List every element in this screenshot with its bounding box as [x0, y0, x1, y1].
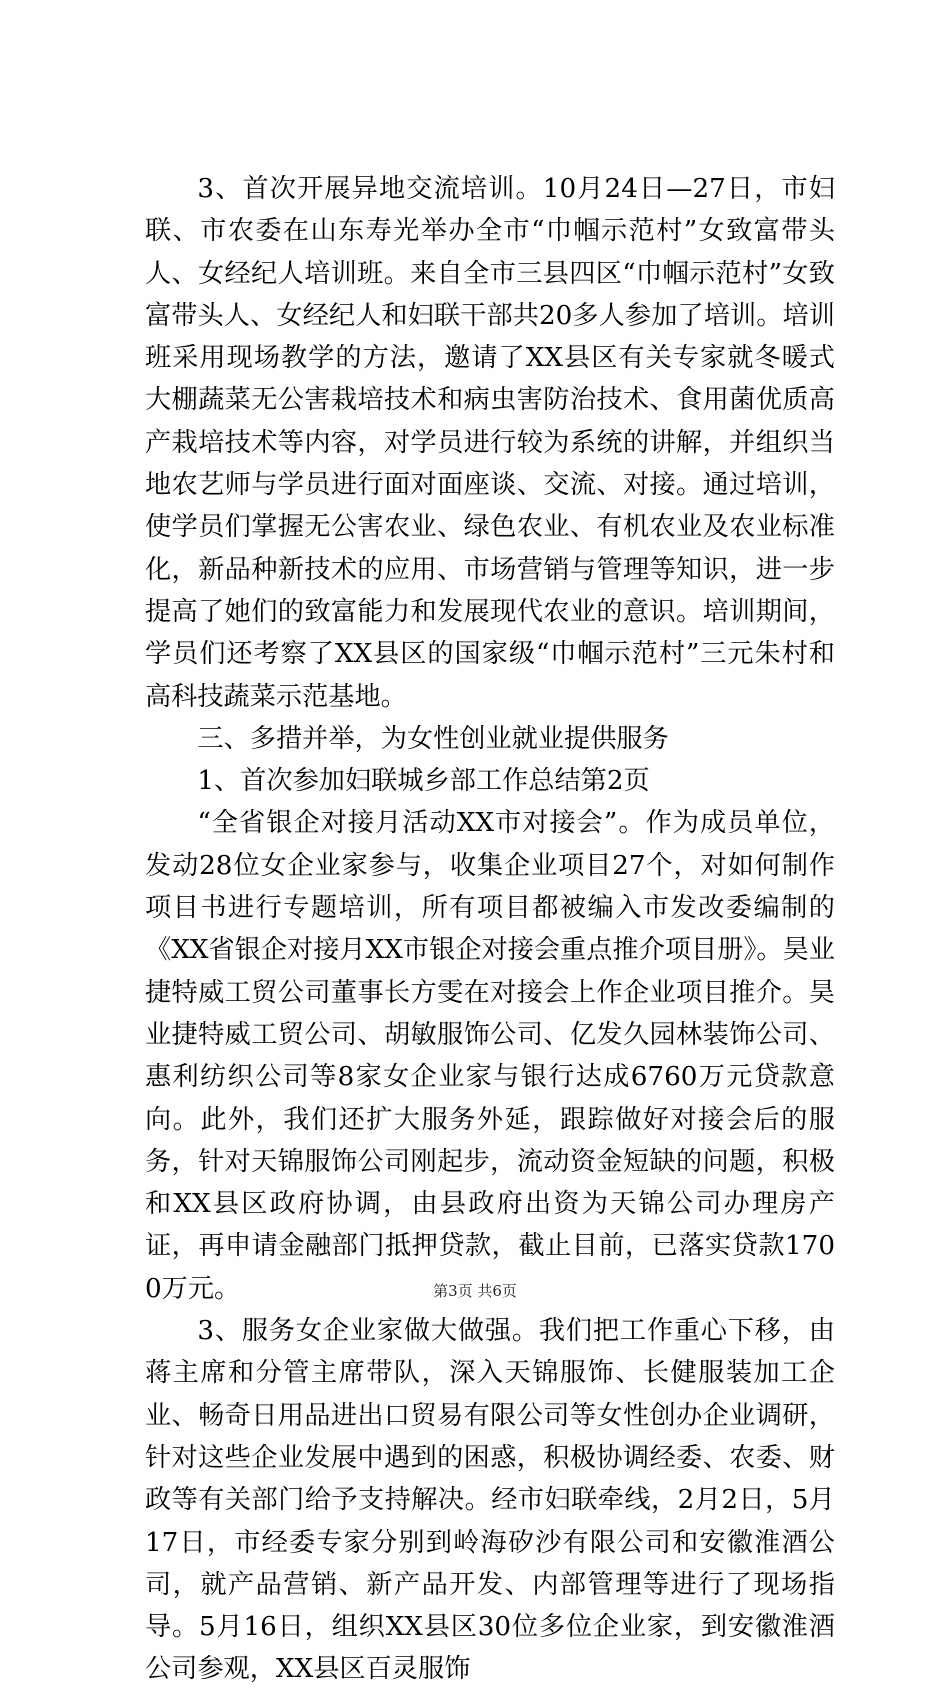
paragraph-item-1-heading: 1、首次参加妇联城乡部工作总结第2页: [197, 766, 650, 797]
document-body: [145, 168, 835, 1691]
paragraph-training: 3、首次开展异地交流培训。10月24日—27日，市妇联、市农委在山东寿光举办全市“巾帼示范村”女致富带头人、女经纪人培训班。来自全市三县四区“巾帼示范村”女致富带头人、女经纪人和妇联干部共20多人参加了培训。培训班采用现场教学的方法，邀请了XX县区有关专家就冬暖式大棚蔬菜无公害栽培技术和病虫害防治技术、食用菌优质高产栽培技术等内容，对学员进行较为系统的讲解，并组织当地农艺师与学员进行面对面座谈、交流、对接。通过培训，使学员们掌握无公害农业、绿色农业、有机农业及农业标准化，新品种新技术的应用、市场营销与管理等知识，进一步提高了她们的致富能力和发展现代农业的意识。培训期间，学员们还考察了XX县区的国家级“巾帼示范村”三元朱村和高科技蔬菜示范基地。: [145, 174, 835, 712]
page-number-footer: 第3页 共6页: [433, 1282, 517, 1300]
paragraph-service-entrepreneurs: 3、服务女企业家做大做强。我们把工作重心下移，由蒋主席和分管主席带队，深入天锦服饰、长健服装加工企业、畅奇日用品进出口贸易有限公司等女性创办企业调研，针对这些企业发展中遇到的困惑，积极协调经委、农委、财政等有关部门给予支持解决。经市妇联牵线，2月2日，5月17日，市经委专家分别到岭海矽沙有限公司和安徽淮酒公司，就产品营销、新产品开发、内部管理等进行了现场指导。5月16日，组织XX县区30位多位企业家，到安徽淮酒公司参观，XX县区百灵服饰: [145, 1316, 835, 1685]
section-heading-services: 三、多措并举，为女性创业就业提供服务: [197, 723, 669, 754]
paragraph-bank-enterprise: “全省银企对接月活动XX市对接会”。作为成员单位，发动28位女企业家参与，收集企业项目27个，对如何制作项目书进行专题培训，所有项目都被编入市发改委编制的《XX省银企对接月XX市银企对接会重点推介项目册》。昊业捷特威工贸公司董事长方雯在对接会上作企业项目推介。昊业捷特威工贸公司、胡敏服饰公司、亿发久园林装饰公司、惠利纺织公司等8家女企业家与银行达成6760万元贷款意向。此外，我们还扩大服务外延，跟踪做好对接会后的服务，针对天锦服饰公司刚起步，流动资金短缺的问题，积极和XX县区政府协调，由县政府出资为天锦公司办理房产证，再申请金融部门抵押贷款，截止目前，已落实贷款1700万元。: [145, 808, 835, 1304]
